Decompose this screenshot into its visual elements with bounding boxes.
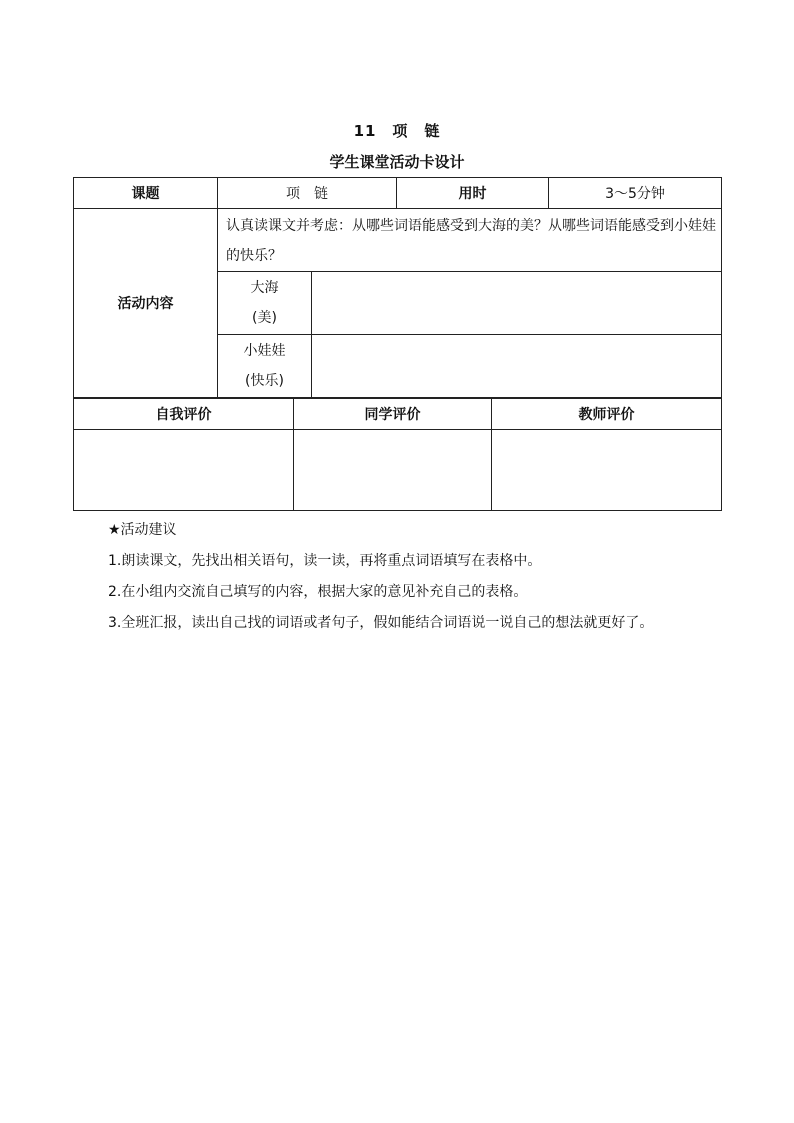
suggestions [108,515,653,639]
evaluation-table [73,398,722,511]
suggestion-item: 2.在小组内交流自己填写的内容，根据大家的意见补充自己的表格。 [108,584,528,600]
sea-label: 大海 [250,280,279,296]
sea-label-cell [218,272,312,335]
sea-answer-cell[interactable] [312,272,722,335]
activity-table [73,177,722,398]
child-answer-cell[interactable] [312,335,722,398]
self-eval-cell[interactable] [74,430,294,511]
suggestion-item: 1.朗读课文，先找出相关语句，读一读，再将重点词语填写在表格中。 [108,553,542,569]
time-value: 3～5分钟 [549,178,722,209]
time-label: 用时 [397,178,549,209]
topic-value: 项 链 [218,178,397,209]
child-label: 小娃娃 [243,343,286,359]
activity-label: 活动内容 [74,209,218,398]
teacher-eval-label: 教师评价 [492,399,722,430]
teacher-eval-cell[interactable] [492,430,722,511]
activity-instruction: 认真读课文并考虑：从哪些词语能感受到大海的美？从哪些词语能感受到小娃娃的快乐？ [218,209,722,272]
child-sublabel: (快乐) [245,373,284,389]
peer-eval-cell[interactable] [294,430,492,511]
topic-label: 课题 [74,178,218,209]
peer-eval-label: 同学评价 [294,399,492,430]
self-eval-label: 自我评价 [74,399,294,430]
child-label-cell [218,335,312,398]
page-title: 11 项 链 [353,122,441,140]
suggestions-heading: ★活动建议 [108,522,177,538]
page-subtitle: 学生课堂活动卡设计 [329,153,465,171]
sea-sublabel: (美) [252,310,277,326]
suggestion-item: 3.全班汇报，读出自己找的词语或者句子，假如能结合词语说一说自己的想法就更好了。 [108,615,654,631]
